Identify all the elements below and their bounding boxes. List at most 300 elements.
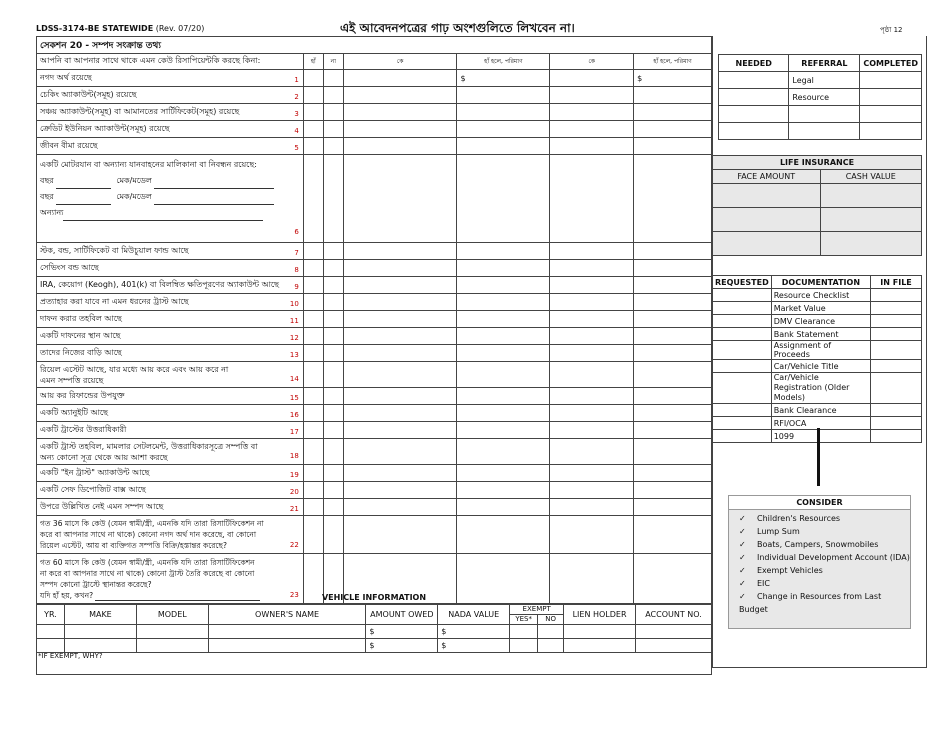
amount-cell[interactable] xyxy=(634,311,712,328)
amount-cell[interactable] xyxy=(634,345,712,362)
who-cell[interactable] xyxy=(343,311,457,328)
owner-cell[interactable] xyxy=(208,624,366,638)
col-face-amount: FACE AMOUNT xyxy=(713,170,821,184)
face-amount-cell[interactable] xyxy=(713,208,821,232)
amount-cell[interactable] xyxy=(634,482,712,499)
in-file-cell[interactable] xyxy=(871,289,922,302)
who-cell[interactable] xyxy=(343,516,457,554)
asset-row-label xyxy=(37,104,304,121)
referral-cell[interactable] xyxy=(789,106,860,123)
yes-box[interactable] xyxy=(303,516,323,554)
yr-cell[interactable] xyxy=(37,638,65,652)
face-amount-cell[interactable] xyxy=(713,232,821,256)
check-icon: ✓ xyxy=(739,566,746,575)
amount-cell[interactable] xyxy=(457,405,550,422)
col-documentation: DOCUMENTATION xyxy=(771,276,870,289)
no-box[interactable] xyxy=(323,277,343,294)
asset-row xyxy=(37,482,712,499)
row-number: 6 xyxy=(294,228,299,236)
who-cell[interactable] xyxy=(343,405,457,422)
col-completed: COMPLETED xyxy=(860,55,922,72)
who-cell[interactable] xyxy=(343,482,457,499)
amount-cell[interactable] xyxy=(634,516,712,554)
who-cell[interactable] xyxy=(343,328,457,345)
col-nada-value: NADA VALUE xyxy=(438,604,510,624)
yes-box[interactable] xyxy=(303,260,323,277)
consider-item xyxy=(729,577,910,590)
yes-box[interactable] xyxy=(303,465,323,482)
col-exempt-no: NO xyxy=(538,614,564,624)
requested-cell[interactable] xyxy=(713,360,772,373)
requested-cell[interactable] xyxy=(713,417,772,430)
amount-cell[interactable] xyxy=(457,439,550,465)
row-number: 23 xyxy=(289,591,299,599)
amount-cell[interactable] xyxy=(457,260,550,277)
who-cell[interactable] xyxy=(550,311,634,328)
check-icon: ✓ xyxy=(739,553,746,562)
in-file-cell[interactable] xyxy=(871,360,922,373)
asset-row xyxy=(37,345,712,362)
amount-cell[interactable] xyxy=(634,294,712,311)
col-who-1: কে xyxy=(343,54,457,70)
no-box[interactable] xyxy=(323,516,343,554)
no-box[interactable] xyxy=(323,294,343,311)
amount-cell[interactable] xyxy=(634,362,712,388)
life-row xyxy=(713,208,922,232)
amount-cell[interactable] xyxy=(457,516,550,554)
who-cell[interactable] xyxy=(343,294,457,311)
asset-label: ক্রেডিট ইউনিয়ন অ্যাকাউন্ট(সমূহ) রয়েছে xyxy=(40,123,170,133)
needed-referral-table xyxy=(718,54,922,140)
asset-row xyxy=(37,294,712,311)
face-amount-cell[interactable] xyxy=(713,184,821,208)
col-model: MODEL xyxy=(136,604,208,624)
who-cell[interactable] xyxy=(550,70,634,87)
yes-box[interactable] xyxy=(303,311,323,328)
doc-row xyxy=(713,302,922,315)
assets-table xyxy=(36,36,712,604)
requested-cell[interactable] xyxy=(713,341,772,360)
consider-item-label: EIC xyxy=(757,579,770,588)
doc-name: Bank Statement xyxy=(771,328,870,341)
completed-cell[interactable] xyxy=(860,123,922,140)
requested-cell[interactable] xyxy=(713,430,772,443)
asset-label: তাদের নিজের বাড়ি আছে xyxy=(40,347,122,357)
row-number: 15 xyxy=(289,394,299,402)
amount-cell[interactable] xyxy=(634,155,712,243)
life-row xyxy=(713,184,922,208)
no-box[interactable] xyxy=(323,104,343,121)
yes-box[interactable] xyxy=(303,121,323,138)
account-no-cell[interactable] xyxy=(636,624,712,638)
nada-value-cell[interactable]: $ xyxy=(438,624,510,638)
who-cell[interactable] xyxy=(550,482,634,499)
asset-row-label xyxy=(37,345,304,362)
who-cell[interactable] xyxy=(343,104,457,121)
form-id: LDSS-3174-BE STATEWIDE xyxy=(36,24,154,33)
amount-cell[interactable] xyxy=(634,121,712,138)
amount-cell[interactable] xyxy=(457,482,550,499)
in-file-cell[interactable] xyxy=(871,417,922,430)
who-cell[interactable] xyxy=(550,104,634,121)
needed-cell[interactable] xyxy=(719,89,789,106)
make-cell[interactable] xyxy=(64,638,136,652)
in-file-cell[interactable] xyxy=(871,302,922,315)
no-box[interactable] xyxy=(323,482,343,499)
asset-row-label xyxy=(37,499,304,516)
completed-cell[interactable] xyxy=(860,89,922,106)
who-cell[interactable] xyxy=(550,277,634,294)
yes-box[interactable] xyxy=(303,362,323,388)
who-cell[interactable] xyxy=(550,405,634,422)
col-owner: OWNER'S NAME xyxy=(208,604,366,624)
who-cell[interactable] xyxy=(550,121,634,138)
amount-cell[interactable] xyxy=(457,345,550,362)
no-box[interactable] xyxy=(323,362,343,388)
asset-label: IRA, কেয়োগ (Keogh), 401(k) বা বিলম্বিত ক্ষতিপূরণের অ্যাকাউন্ট আছে xyxy=(40,279,279,289)
amount-owed-cell[interactable]: $ xyxy=(366,624,438,638)
no-box[interactable] xyxy=(323,465,343,482)
no-box[interactable] xyxy=(323,138,343,155)
col-yes: হাঁ xyxy=(303,54,323,70)
no-box[interactable] xyxy=(323,328,343,345)
asset-row-label xyxy=(37,121,304,138)
asset-label: নগদ অর্থ রয়েছে xyxy=(40,72,92,82)
col-requested: REQUESTED xyxy=(713,276,772,289)
doc-name: Car/Vehicle Title xyxy=(771,360,870,373)
no-box[interactable] xyxy=(323,388,343,405)
dollar-sign: $ xyxy=(637,73,643,83)
life-title: LIFE INSURANCE xyxy=(713,156,922,170)
col-make: MAKE xyxy=(64,604,136,624)
needed-cell[interactable] xyxy=(719,106,789,123)
yes-box[interactable] xyxy=(303,388,323,405)
amount-cell[interactable] xyxy=(634,465,712,482)
doc-row xyxy=(713,328,922,341)
doc-row xyxy=(713,360,922,373)
amount-cell[interactable] xyxy=(457,499,550,516)
in-file-cell[interactable] xyxy=(871,341,922,360)
referral-cell[interactable] xyxy=(789,123,860,140)
col-amount-owed: AMOUNT OWED xyxy=(366,604,438,624)
vehicle-question-cell xyxy=(37,155,304,243)
col-exempt-yes: YES* xyxy=(510,614,538,624)
form-id-line xyxy=(36,24,204,33)
who-cell[interactable] xyxy=(343,121,457,138)
amount-cell[interactable] xyxy=(634,439,712,465)
who-cell[interactable] xyxy=(550,243,634,260)
amount-cell[interactable] xyxy=(634,87,712,104)
who-cell[interactable] xyxy=(343,362,457,388)
yes-box[interactable] xyxy=(303,104,323,121)
who-cell[interactable] xyxy=(550,138,634,155)
amount-cell[interactable] xyxy=(634,104,712,121)
who-cell[interactable] xyxy=(550,516,634,554)
page-heading: এই আবেদনপত্রের গাঢ় অংশগুলিতে লিখবেন না। xyxy=(340,21,575,35)
who-cell[interactable] xyxy=(343,439,457,465)
row-18-line2: অন্য কোনো সূত্র থেকে আয় আশা করছে xyxy=(40,452,168,462)
amount-cell[interactable] xyxy=(457,138,550,155)
amount-cell[interactable] xyxy=(634,70,712,87)
consider-list xyxy=(729,510,910,614)
who-cell[interactable] xyxy=(550,499,634,516)
amount-cell[interactable] xyxy=(457,70,550,87)
life-row xyxy=(713,232,922,256)
yes-box[interactable] xyxy=(303,345,323,362)
yes-box[interactable] xyxy=(303,439,323,465)
who-cell[interactable] xyxy=(343,243,457,260)
amount-cell[interactable] xyxy=(634,138,712,155)
amount-cell[interactable] xyxy=(634,243,712,260)
asset-label: সঞ্চয় অ্যাকাউন্ট(সমূহ) বা আমানতের সার্টিফিকেট(সমূহ) রয়েছে xyxy=(40,106,240,116)
make-cell[interactable] xyxy=(64,624,136,638)
who-cell[interactable] xyxy=(550,388,634,405)
consider-title: CONSIDER xyxy=(729,496,910,510)
year-field-1[interactable] xyxy=(56,180,111,189)
exempt-yes-cell[interactable] xyxy=(510,624,538,638)
amount-cell[interactable] xyxy=(457,243,550,260)
doc-name: Resource Checklist xyxy=(771,289,870,302)
who-cell[interactable] xyxy=(343,388,457,405)
question-cell: আপনি বা আপনার সাথে থাকে এমন কেউ রিসাপিয়েন্টকি করছে কিনা: xyxy=(37,54,304,70)
model-cell[interactable] xyxy=(136,638,208,652)
lien-holder-cell[interactable] xyxy=(564,638,636,652)
asset-label: জীবন বীমা রয়েছে xyxy=(40,140,98,150)
col-referral: REFERRAL xyxy=(789,55,860,72)
no-box[interactable] xyxy=(323,439,343,465)
asset-row xyxy=(37,405,712,422)
needed-cell[interactable] xyxy=(719,123,789,140)
amount-cell[interactable] xyxy=(634,422,712,439)
in-file-cell[interactable] xyxy=(871,404,922,417)
yes-box[interactable] xyxy=(303,328,323,345)
yr-cell[interactable] xyxy=(37,624,65,638)
yes-box[interactable] xyxy=(303,243,323,260)
row-number: 16 xyxy=(289,411,299,419)
yes-box[interactable] xyxy=(303,87,323,104)
doc-name: DMV Clearance xyxy=(771,315,870,328)
make-field-1[interactable] xyxy=(154,180,274,189)
make-label: মেক/মডেল xyxy=(116,176,152,185)
divider-bar xyxy=(817,428,820,486)
doc-row xyxy=(713,341,922,360)
no-box[interactable] xyxy=(323,422,343,439)
amount-cell[interactable] xyxy=(457,121,550,138)
requested-cell[interactable] xyxy=(713,328,772,341)
referral-cell[interactable]: Legal xyxy=(789,72,860,89)
amount-cell[interactable] xyxy=(457,277,550,294)
yes-box[interactable] xyxy=(303,277,323,294)
amount-cell[interactable] xyxy=(457,388,550,405)
amount-cell[interactable] xyxy=(634,405,712,422)
no-box[interactable] xyxy=(323,70,343,87)
who-cell[interactable] xyxy=(550,87,634,104)
asset-row xyxy=(37,104,712,121)
amount-cell[interactable] xyxy=(457,328,550,345)
amount-cell[interactable] xyxy=(457,465,550,482)
col-account-no: ACCOUNT NO. xyxy=(636,604,712,624)
year-field-2[interactable] xyxy=(56,196,111,205)
amount-cell[interactable] xyxy=(634,328,712,345)
doc-name: 1099 xyxy=(771,430,870,443)
exempt-why-cell[interactable] xyxy=(37,652,712,674)
asset-label: একটি সেফ ডিপোজিট বাক্স আছে xyxy=(40,484,146,494)
who-cell[interactable] xyxy=(343,138,457,155)
who-cell[interactable] xyxy=(343,155,457,243)
who-cell[interactable] xyxy=(343,260,457,277)
amount-cell[interactable] xyxy=(457,104,550,121)
row-number: 9 xyxy=(294,283,299,291)
yes-box[interactable] xyxy=(303,482,323,499)
who-cell[interactable] xyxy=(343,70,457,87)
requested-cell[interactable] xyxy=(713,302,772,315)
asset-row-label xyxy=(37,311,304,328)
row-22-line2: করে বা আপনার সাথে না থাকে) কোনো নগদ অর্থ দান করেছে, বা কোনো xyxy=(40,530,257,539)
doc-row xyxy=(713,315,922,328)
model-cell[interactable] xyxy=(136,624,208,638)
asset-label: আয় কর রিফান্ডের উপযুক্ত xyxy=(40,390,125,400)
no-box[interactable] xyxy=(323,345,343,362)
asset-label: প্রত্যাহার করা যাবে না এমন ধরনের ট্রাস্ট আছে xyxy=(40,296,189,306)
col-needed: NEEDED xyxy=(719,55,789,72)
in-file-cell[interactable] xyxy=(871,315,922,328)
asset-row-label xyxy=(37,87,304,104)
needed-row xyxy=(719,72,922,89)
in-file-cell[interactable] xyxy=(871,328,922,341)
asset-row xyxy=(37,138,712,155)
consider-item-label: Lump Sum xyxy=(757,527,800,536)
in-file-cell[interactable] xyxy=(871,373,922,404)
requested-cell[interactable] xyxy=(713,289,772,302)
consider-item-label: Boats, Campers, Snowmobiles xyxy=(757,540,879,549)
no-box[interactable] xyxy=(323,405,343,422)
asset-row-label xyxy=(37,388,304,405)
amount-cell[interactable] xyxy=(634,277,712,294)
row-18-line1: একটি ট্রাস্ট তহবিল, মামলার সেটলমেন্ট, উত্তরাধিকারসূত্রে সম্পত্তি বা xyxy=(40,441,258,451)
no-box[interactable] xyxy=(323,87,343,104)
doc-name: Assignment of Proceeds xyxy=(771,341,870,360)
requested-cell[interactable] xyxy=(713,373,772,404)
asset-row-label xyxy=(37,465,304,482)
vehicle-row-1 xyxy=(37,624,712,638)
exempt-yes-cell[interactable] xyxy=(510,638,538,652)
yes-box[interactable] xyxy=(303,422,323,439)
asset-row xyxy=(37,388,712,405)
vehicle-question-row xyxy=(37,155,712,243)
asset-label: স্টক, বন্ড, সার্টিফিকেট বা মিউচুয়াল ফান্ড আছে xyxy=(40,245,189,255)
who-cell[interactable] xyxy=(550,328,634,345)
no-box[interactable] xyxy=(323,311,343,328)
col-no: না xyxy=(323,54,343,70)
cash-value-cell[interactable] xyxy=(820,184,922,208)
no-box[interactable] xyxy=(323,121,343,138)
amount-cell[interactable] xyxy=(457,311,550,328)
who-cell[interactable] xyxy=(550,155,634,243)
nada-value-cell[interactable]: $ xyxy=(438,638,510,652)
referral-cell[interactable]: Resource xyxy=(789,89,860,106)
asset-row xyxy=(37,328,712,345)
yes-box[interactable] xyxy=(303,499,323,516)
other-field[interactable] xyxy=(63,212,263,221)
asset-label: উপরে উল্লিখিত নেই এমন সম্পদ আছে xyxy=(40,501,164,511)
who-cell[interactable] xyxy=(343,87,457,104)
exempt-no-cell[interactable] xyxy=(538,624,564,638)
amount-cell[interactable] xyxy=(634,260,712,277)
amount-owed-cell[interactable]: $ xyxy=(366,638,438,652)
who-cell[interactable] xyxy=(550,439,634,465)
row-number: 17 xyxy=(289,428,299,436)
amount-cell[interactable] xyxy=(457,422,550,439)
who-cell[interactable] xyxy=(343,345,457,362)
yes-box[interactable] xyxy=(303,70,323,87)
needed-row xyxy=(719,106,922,123)
row-23-line1: গত 60 মাসে কি কেউ (যেমন স্বামী/স্ত্রী, এমনকি যদি তারা রিসার্টিফিকেশন xyxy=(40,557,255,567)
no-box[interactable] xyxy=(323,260,343,277)
form-rev: (Rev. 07/20) xyxy=(155,24,205,33)
row-number: 13 xyxy=(289,351,299,359)
who-cell[interactable] xyxy=(343,422,457,439)
no-box[interactable] xyxy=(323,243,343,260)
who-cell[interactable] xyxy=(550,260,634,277)
col-who-2: কে xyxy=(550,54,634,70)
who-cell[interactable] xyxy=(550,345,634,362)
no-box[interactable] xyxy=(323,499,343,516)
amount-cell[interactable] xyxy=(457,362,550,388)
asset-row-label xyxy=(37,70,304,87)
amount-cell[interactable] xyxy=(457,87,550,104)
year-label-2: বছর xyxy=(40,192,54,201)
amount-cell[interactable] xyxy=(634,388,712,405)
completed-cell[interactable] xyxy=(860,106,922,123)
who-cell[interactable] xyxy=(343,499,457,516)
amount-cell[interactable] xyxy=(457,294,550,311)
asset-row xyxy=(37,311,712,328)
yes-box[interactable] xyxy=(303,294,323,311)
section-header-row xyxy=(37,37,712,54)
who-cell[interactable] xyxy=(550,465,634,482)
amount-cell[interactable] xyxy=(634,499,712,516)
yes-box[interactable] xyxy=(303,138,323,155)
needed-cell[interactable] xyxy=(719,72,789,89)
asset-row xyxy=(37,260,712,277)
asset-row xyxy=(37,499,712,516)
make-field-2[interactable] xyxy=(154,196,274,205)
yes-box[interactable] xyxy=(303,155,323,243)
consider-item xyxy=(729,525,910,538)
who-cell[interactable] xyxy=(550,422,634,439)
doc-name: Bank Clearance xyxy=(771,404,870,417)
yes-box[interactable] xyxy=(303,405,323,422)
lien-holder-cell[interactable] xyxy=(564,624,636,638)
completed-cell[interactable] xyxy=(860,72,922,89)
cash-value-cell[interactable] xyxy=(820,208,922,232)
exempt-no-cell[interactable] xyxy=(538,638,564,652)
who-cell[interactable] xyxy=(343,465,457,482)
who-cell[interactable] xyxy=(550,362,634,388)
requested-cell[interactable] xyxy=(713,315,772,328)
owner-cell[interactable] xyxy=(208,638,366,652)
amount-cell[interactable] xyxy=(457,155,550,243)
who-cell[interactable] xyxy=(343,277,457,294)
row-number: 22 xyxy=(289,541,299,549)
account-no-cell[interactable] xyxy=(636,638,712,652)
requested-cell[interactable] xyxy=(713,404,772,417)
who-cell[interactable] xyxy=(550,294,634,311)
no-box[interactable] xyxy=(323,155,343,243)
cash-value-cell[interactable] xyxy=(820,232,922,256)
row-number: 10 xyxy=(289,300,299,308)
in-file-cell[interactable] xyxy=(871,430,922,443)
